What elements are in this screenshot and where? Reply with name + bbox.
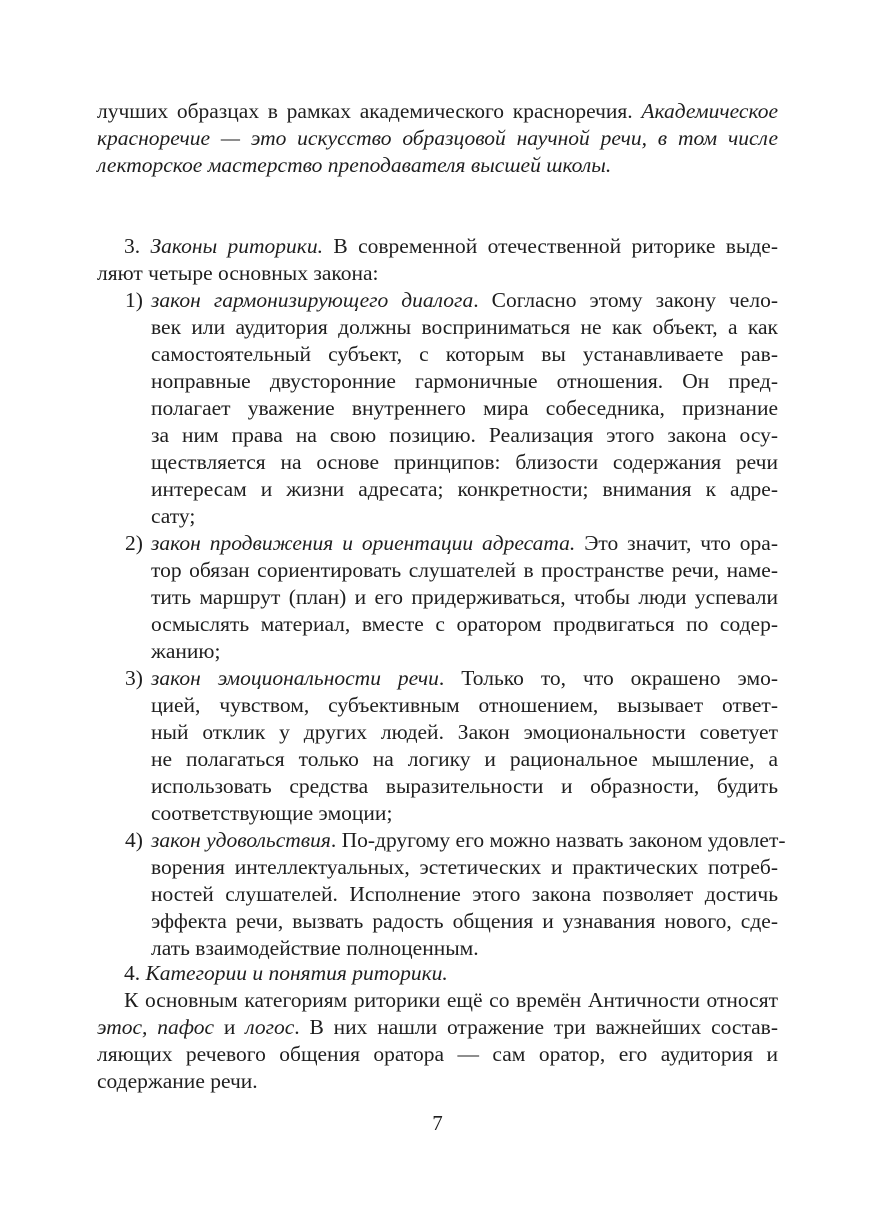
page-number: 7 <box>432 1111 443 1135</box>
law-2-marker: 2) <box>125 531 143 555</box>
section3-line-2: ляют четыре основных закона: <box>97 261 379 285</box>
law-1-line: ществляется на основе принципов: близости содержания речи <box>151 450 778 474</box>
law-1-line: ноправные двусторонние гармоничные отношения. Он пред- <box>151 369 778 393</box>
law-3-line: соответствующие эмоции; <box>151 801 393 825</box>
section4-line-2: этос, пафос и логос. В них нашли отражение три важнейших состав- <box>97 1015 778 1039</box>
law-3-line: не полагаться только на логику и рациональное мышление, а <box>151 747 778 771</box>
law-3-line: цией, чувством, субъективным отношением, вызывает ответ- <box>151 693 778 717</box>
section4-line-1: К основным категориям риторики ещё со времён Античности относят <box>124 988 778 1012</box>
law-3-line: ный отклик у других людей. Закон эмоциональности советует <box>151 720 778 744</box>
law-2-line: тить маршрут (план) и его придерживаться, чтобы люди успевали <box>151 585 778 609</box>
intro-line-2: красноречие — это искусство образцовой научной речи, в том числе <box>97 126 778 150</box>
intro-line-1: лучших образцах в рамках академического красноречия. Академическое <box>97 99 778 123</box>
law-1-line: век или аудитория должны восприниматься не как объект, а как <box>151 315 778 339</box>
law-1-marker: 1) <box>125 288 143 312</box>
law-3-marker: 3) <box>125 666 143 690</box>
section4-line-3: ляющих речевого общения оратора — сам оратор, его аудитория и <box>97 1042 778 1066</box>
law-1-line-1: закон гармонизирующего диалога. Согласно этому закону чело- <box>151 288 778 312</box>
law-4-marker: 4) <box>125 828 143 852</box>
section4-heading: 4. Категории и понятия риторики. <box>124 961 448 985</box>
intro-line-3: лекторское мастерство преподавателя высшей школы. <box>97 153 612 177</box>
law-2-line: осмыслять материал, вместе с оратором продвигаться по содер- <box>151 612 778 636</box>
law-1-line: за ним права на свою позицию. Реализация этого закона осу- <box>151 423 778 447</box>
law-3-line: использовать средства выразительности и образности, будить <box>151 774 778 798</box>
law-2-line: тор обязан сориентировать слушателей в пространстве речи, наме- <box>151 558 778 582</box>
law-2-line: жанию; <box>151 639 221 663</box>
law-3-line-1: закон эмоциональности речи. Только то, что окрашено эмо- <box>151 666 778 690</box>
law-1-line: сату; <box>151 504 196 528</box>
section4-line-4: содержание речи. <box>97 1069 258 1093</box>
law-4-line: ворения интеллектуальных, эстетических и практических потреб- <box>151 855 778 879</box>
law-2-line-1: закон продвижения и ориентации адресата. Это значит, что ора- <box>151 531 779 555</box>
law-1-line: полагает уважение внутреннего мира собеседника, признание <box>151 396 778 420</box>
law-4-line: лать взаимодействие полноценным. <box>151 936 479 960</box>
law-4-line: эффекта речи, вызвать радость общения и узнавания нового, сде- <box>151 909 778 933</box>
law-1-line: самостоятельный субъект, с которым вы устанавливаете рав- <box>151 342 778 366</box>
law-1-line: интересам и жизни адресата; конкретности; внимания к адре- <box>151 477 778 501</box>
law-4-line-1: закон удовольствия. По-другому его можно назвать законом удовлет- <box>151 828 786 852</box>
law-4-line: ностей слушателей. Исполнение этого закона позволяет достичь <box>151 882 778 906</box>
section3-line-1: 3. Законы риторики. В современной отечественной риторике выде- <box>124 234 779 258</box>
